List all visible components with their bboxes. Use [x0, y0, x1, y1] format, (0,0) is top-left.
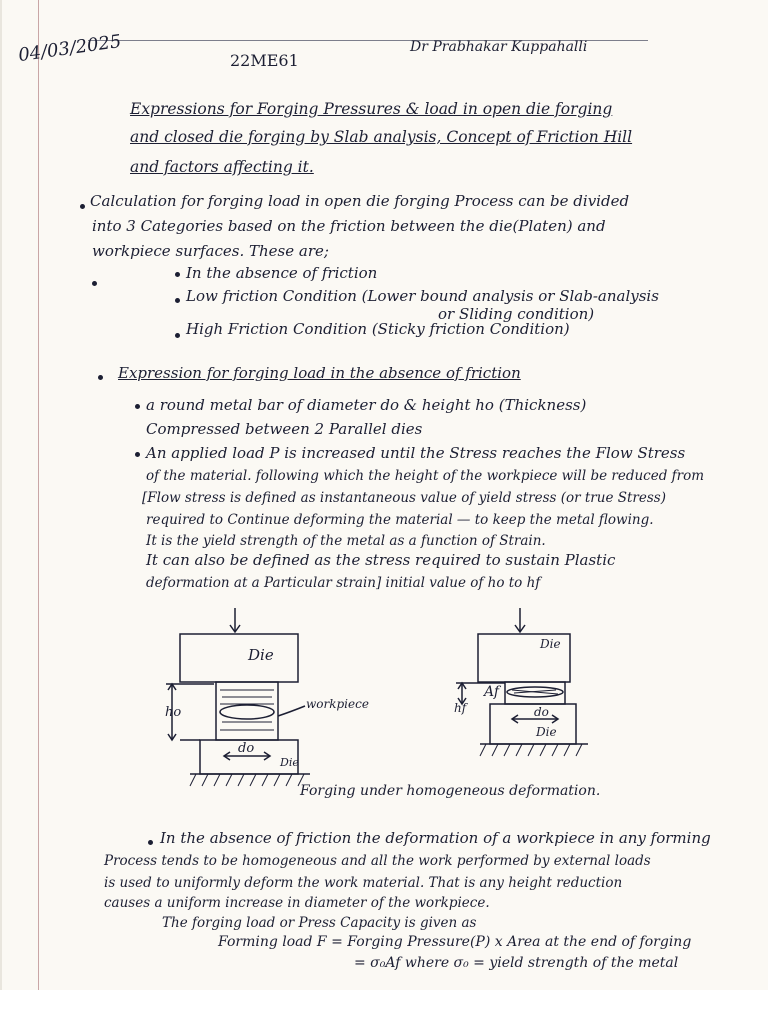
intro-line-2: into 3 Categories based on the friction between the die(Platen) and [92, 217, 606, 235]
intro-item-1: In the absence of friction [186, 264, 378, 282]
section2-line-4: of the material. following which the height of the workpiece will be reduced from [146, 468, 705, 484]
section2-heading: Expression for forging load in the absence of friction [118, 364, 521, 382]
title-line-1: Expressions for Forging Pressures & load in open die forging [130, 100, 613, 118]
section2-line-8: It can also be defined as the stress required to sustain Plastic [146, 551, 616, 569]
author-name: Dr Prabhakar Kuppahalli [410, 39, 588, 55]
do-label: do [238, 741, 255, 756]
equation-2: = σ₀Af where σ₀ = yield strength of the metal [354, 955, 679, 971]
section2-line-2: Compressed between 2 Parallel dies [146, 420, 423, 438]
section2-line-6: required to Continue deforming the material — to keep the metal flowing. [146, 512, 654, 528]
section2-line-3: An applied load P is increased until the Stress reaches the Flow Stress [146, 444, 686, 462]
right-die-bottom-label: Die [536, 725, 557, 739]
right-base-hatch [480, 744, 582, 756]
title-line-2: and closed die forging by Slab analysis, Concept of Friction Hill [130, 128, 633, 146]
ho-label: ho [165, 705, 182, 720]
section2-line-7: It is the yield strength of the metal as a function of Strain. [146, 533, 546, 549]
workpiece-hatch [220, 690, 274, 730]
intro-line-3: workpiece surfaces. These are; [92, 242, 329, 260]
course-code: 22ME61 [230, 51, 299, 70]
left-die-bottom-label: Die [280, 756, 299, 769]
equation-1: Forming load F = Forging Pressure(P) x Area at the end of forging [218, 934, 692, 950]
workpiece-label: workpiece [306, 697, 369, 711]
workpiece-section [220, 705, 274, 719]
right-do-label: do [534, 705, 549, 719]
intro-line-1: Calculation for forging load in open die forging Process can be divided [90, 192, 630, 210]
left-upper-die [180, 634, 298, 682]
title-line-3: and factors affecting it. [130, 158, 314, 176]
intro-item-2: Low friction Condition (Lower bound analysis or Slab-analysis [186, 287, 659, 305]
section3-line-4: causes a uniform increase in diameter of the workpiece. [104, 895, 490, 911]
right-lower-die [490, 704, 576, 744]
hf-label: hf [454, 701, 467, 715]
intro-item-2-cont: or Sliding condition) [438, 305, 595, 323]
section3-line-2: Process tends to be homogeneous and all the work performed by external loads [104, 853, 651, 869]
workpiece-leader [278, 706, 305, 716]
section3-line-3: is used to uniformly deform the work material. That is any height reduction [104, 875, 623, 891]
section2-line-1: a round metal bar of diameter do & height ho (Thickness) [146, 396, 587, 414]
intro-item-3: High Friction Condition (Sticky friction Condition) [186, 320, 570, 338]
af-label: Af [484, 684, 500, 700]
bullet [148, 840, 153, 845]
section3-line-1: In the absence of friction the deformation of a workpiece in any forming [160, 829, 711, 847]
section2-line-9: deformation at a Particular strain] initial value of ho to hf [146, 575, 541, 591]
date: 04/03/2025 [16, 30, 123, 67]
left-workpiece [216, 682, 278, 740]
right-die-label: Die [540, 637, 561, 651]
section2-line-5: [Flow stress is defined as instantaneous value of yield stress (or true Stress) [142, 490, 666, 506]
section3-line-5: The forging load or Press Capacity is given as [162, 915, 477, 931]
left-base-hatch [190, 774, 304, 786]
figure-caption: Forging under homogeneous deformation. [300, 783, 601, 799]
left-die-label: Die [248, 646, 274, 664]
